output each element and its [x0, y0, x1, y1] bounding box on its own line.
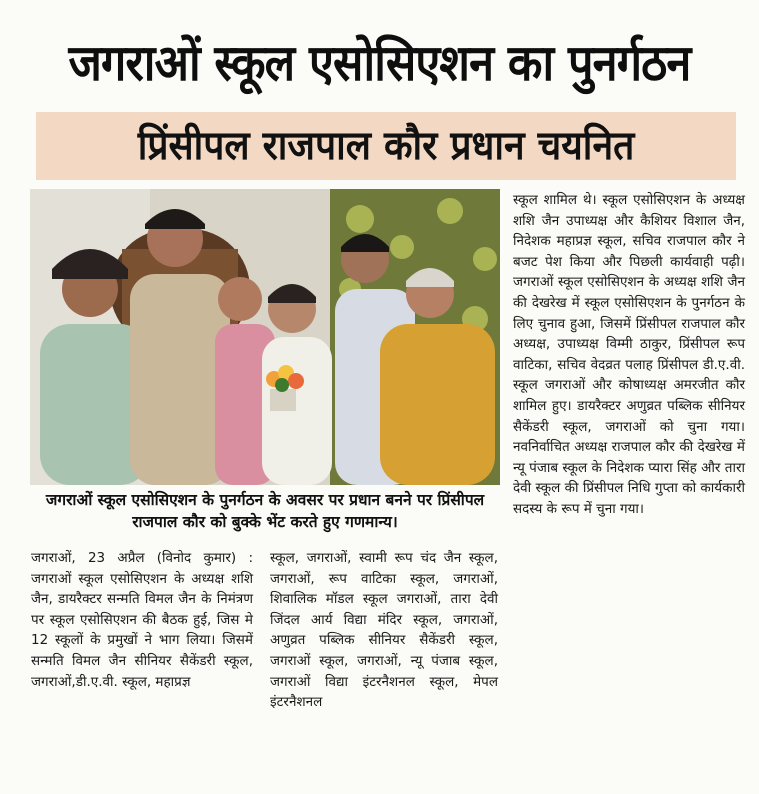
- article-column-middle: [270, 548, 498, 713]
- article-column-left: [31, 548, 253, 692]
- news-photo: [30, 189, 500, 485]
- column-right-text: स्कूल शामिल थे। स्कूल एसोसिएशन के अध्यक्ष शशि जैन उपाध्यक्ष और कैशियर विशाल जैन, निदेशक महाप्रज्ञ स्कूल, सचिव राजपाल कौर ने बजट पेश किया और पिछली कार्यवाही पढ़ी। जगराओं स्कूल एसोसिएशन के अध्यक्ष शशि जैन की देखरेख में स्कूल एसोसिएशन के पुनर्गठन के लिए चुनाव हुआ, जिसमें प्रिंसीपल राजपाल कौर अध्यक्ष, उपाध्यक्ष विम्मी ठाकुर, प्रिंसीपल रूप वाटिका, सचिव वेदव्रत पलाह प्रिंसीपल डी.ए.वी. स्कूल जगराओं और कोषाध्यक्ष अमरजीत कौर शामिल हुए। डायरैक्टर अणुव्रत पब्लिक सीनियर सैकेंडरी स्कूल, जगराओं को चुना गया। नवनिर्वाचित अध्यक्ष राजपाल कौर की देखरेख में न्यू पंजाब स्कूल के निदेशक प्यारा सिंह और तारा देवी स्कूल की प्रिंसीपल निधि गुप्ता को कार्यकारी सदस्य के रूप में चुना गया।: [513, 192, 745, 517]
- headline: जगराओं स्कूल एसोसिएशन का पुनर्गठन: [68, 34, 691, 92]
- column-left-text: जगराओं, 23 अप्रैल (विनोद कुमार) : जगराओं स्कूल एसोसिएशन के अध्यक्ष शशि जैन, डायरैक्टर सन्मति विमल जैन के निमंत्रण पर स्कूल एसोसिएशन की बैठक हुई, जिस मे 12 स्कूलों के प्रमुखों ने भाग लिया। जिसमें सन्मति विमल जैन सीनियर सैकेंडरी स्कूल, जगराओं,डी.ए.वी. स्कूल, महाप्रज्ञ: [31, 550, 253, 690]
- column-middle-text: स्कूल, जगराओं, स्वामी रूप चंद जैन स्कूल, जगराओं, रूप वाटिका स्कूल, जगराओं, शिवालिक मॉडल स्कूल जगराओं, तारा देवी जिंदल आर्य विद्या मंदिर स्कूल, जगराओं, अणुव्रत पब्लिक सीनियर सैकेंडरी स्कूल, जगराओं स्कूल, जगराओं, न्यू पंजाब स्कूल, जगराओं विद्या इंटरनैशनल स्कूल, मेपल इंटरनैशनल: [270, 550, 498, 711]
- article-column-right: [513, 190, 745, 520]
- subheadline: प्रिंसीपल राजपाल कौर प्रधान चयनित: [137, 123, 635, 169]
- photo-caption: जगराओं स्कूल एसोसिएशन के पुनर्गठन के अवसर पर प्रधान बनने पर प्रिंसीपल राजपाल कौर को बुक्के भेंट करते हुए गणमान्य।: [45, 491, 485, 531]
